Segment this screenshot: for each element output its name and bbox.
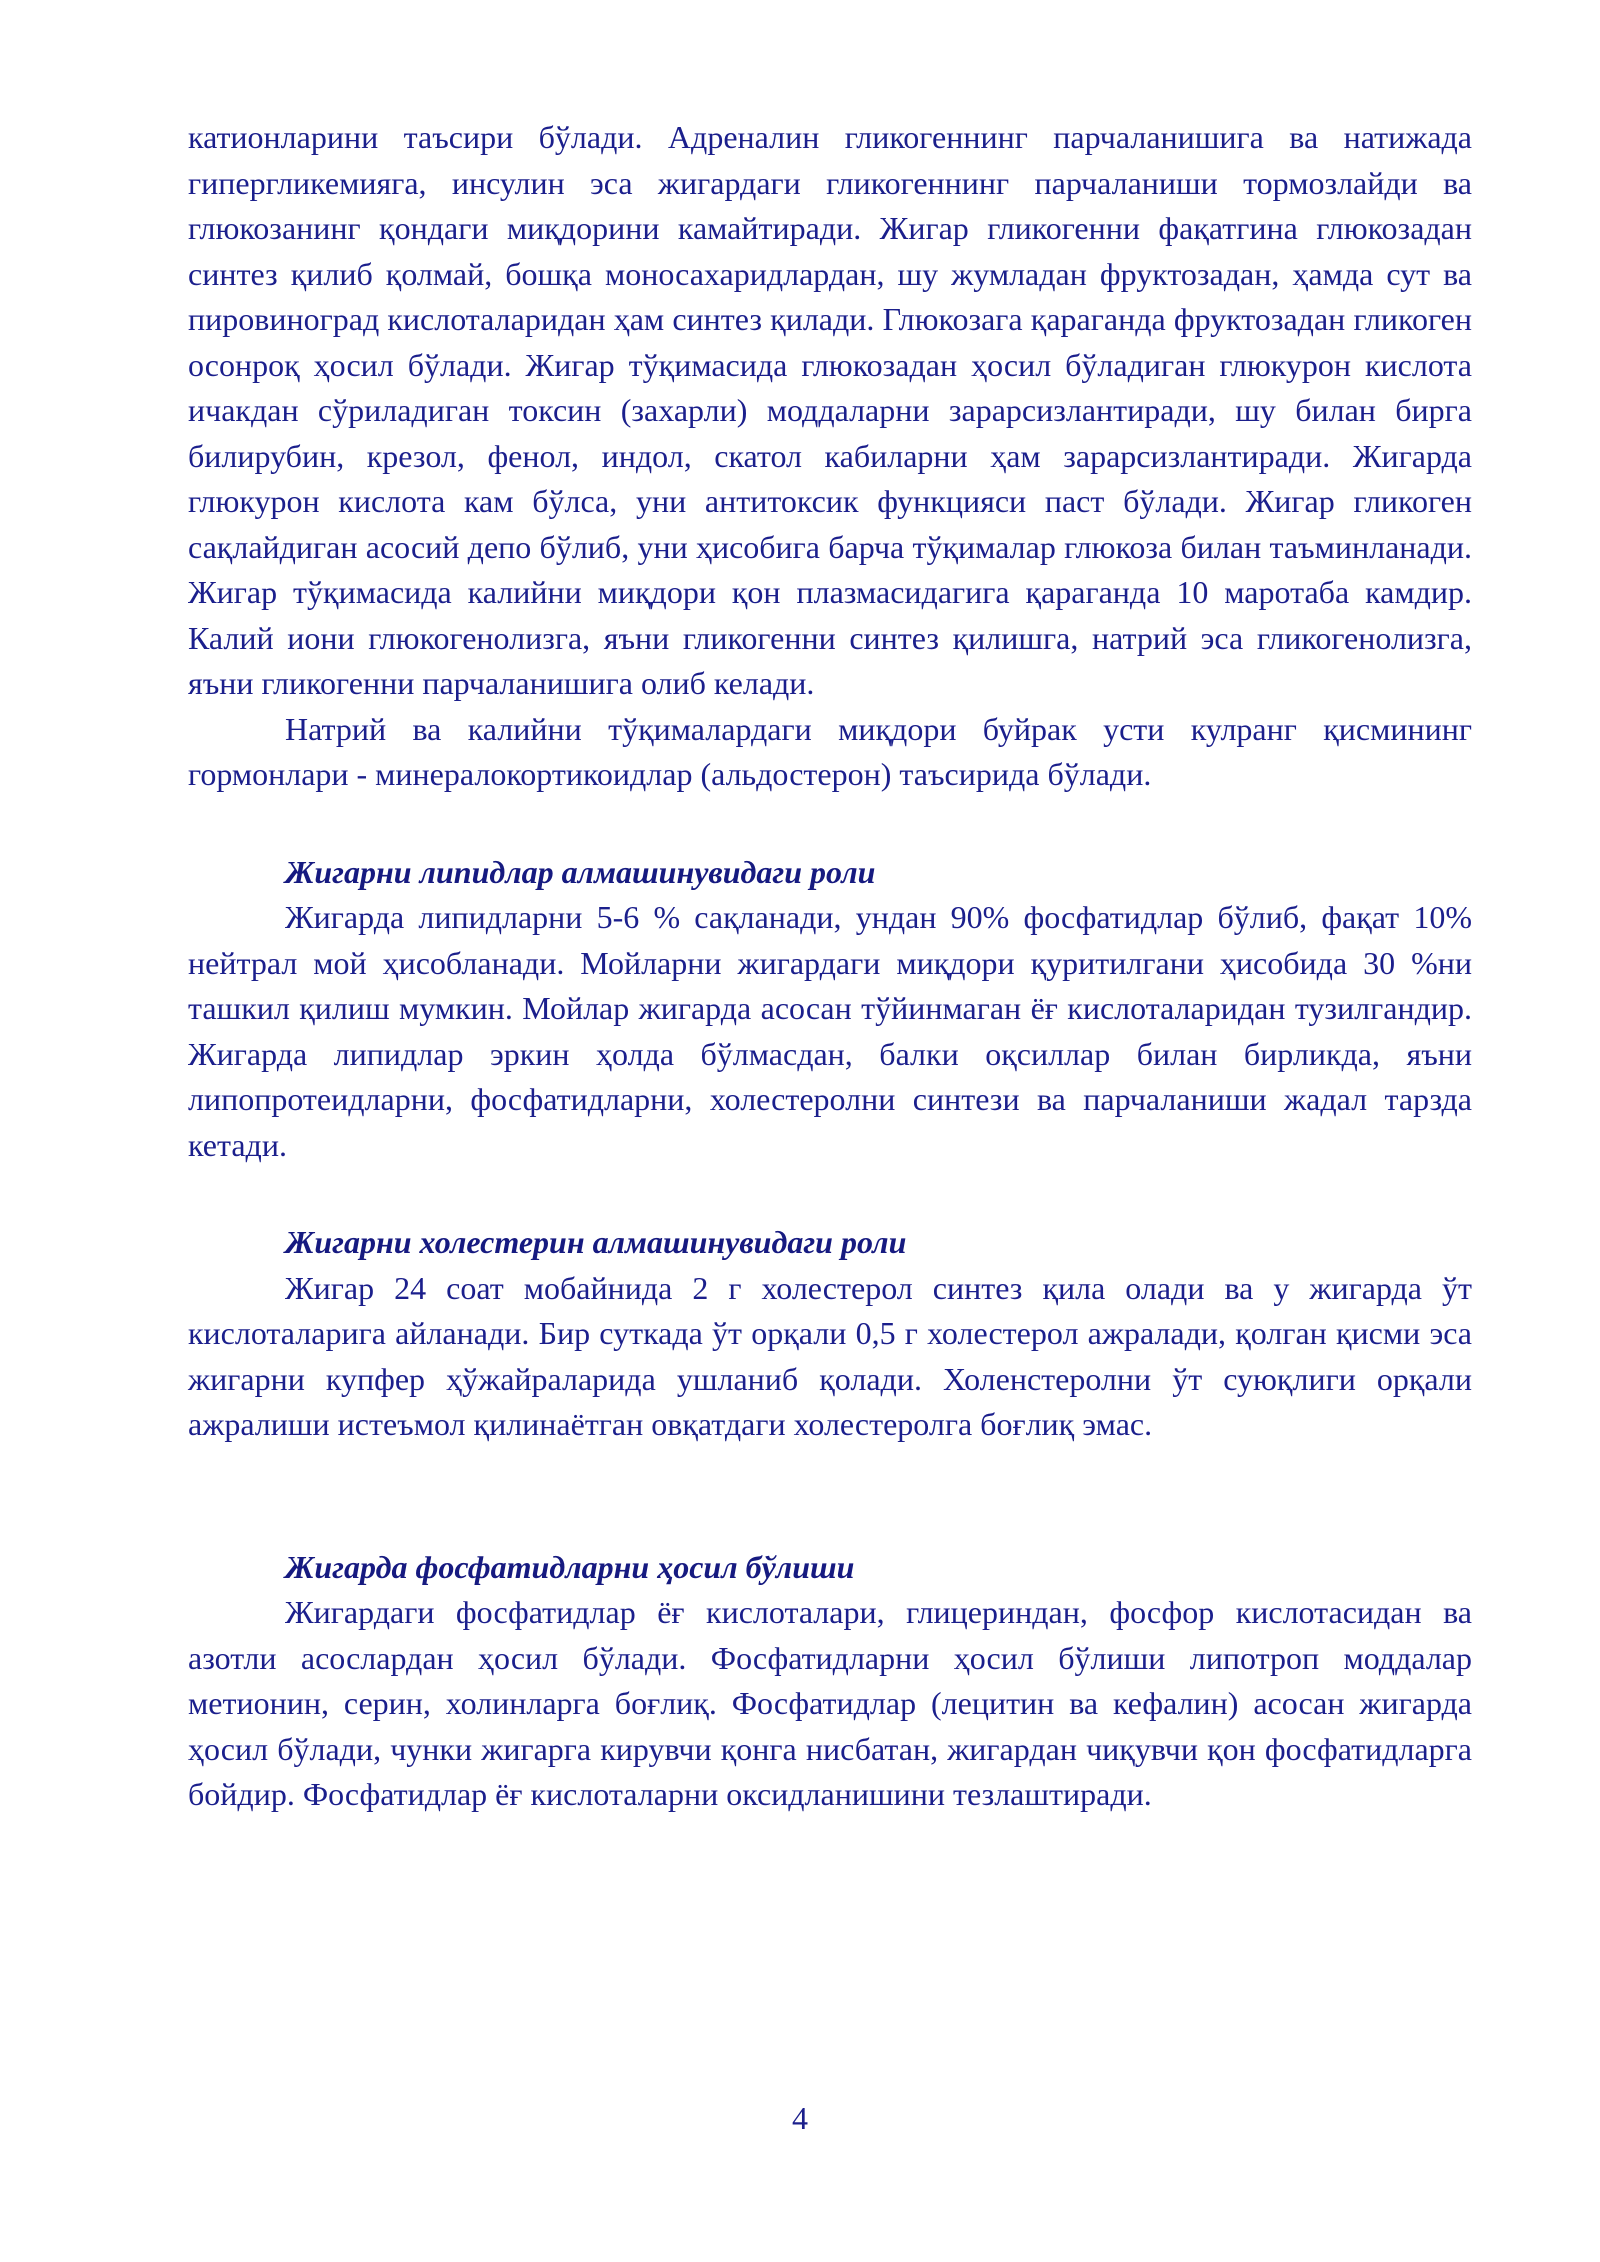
paragraph-phosphatides: Жигардаги фосфатидлар ёғ кислоталари, глицериндан, фосфор кислотасидан ва азотли асослардан ҳосил бўлади. Фосфатидларни ҳосил бўлиши липотроп моддалар метионин, серин, холинларга боғлиқ. Фосфатидлар (лецитин ва кефалин) асосан жигарда ҳосил бўлади, чунки жигарга кирувчи қонга нисбатан, жигардан чиқувчи қон фосфатидларга бойдир. Фосфатидлар ёғ кислоталарни оксидланишини тезлаштиради. <box>188 1594 1472 1812</box>
spacer <box>188 798 1472 850</box>
spacer <box>188 1448 1472 1545</box>
section-heading-cholesterol: Жигарни холестерин алмашинувидаги роли <box>285 1224 907 1260</box>
page-body <box>188 115 1472 1818</box>
section-heading-phosphatides: Жигарда фосфатидларни ҳосил бўлиши <box>285 1548 855 1585</box>
paragraph-cholesterol: Жигар 24 соат мобайнида 2 г холестерол синтез қила олади ва у жигарда ўт кислоталарига айланади. Бир суткада ўт орқали 0,5 г холестерол ажралади, қолган қисми эса жигарни купфер ҳўжайраларида ушланиб қолади. Холенстеролни ўт суюқлиги орқали ажралиши истеъмол қилинаётган овқатдаги холестеролга боғлиқ эмас. <box>188 1269 1472 1442</box>
paragraph-sodium-potassium: Натрий ва калийни тўқималардаги миқдори буйрак усти кулранг қисмининг гормонлари - минералокортикоидлар (альдостерон) таъсирида бўлади. <box>188 710 1472 792</box>
spacer <box>188 1168 1472 1220</box>
paragraph-glycogen-regulation: катионларини таъсири бўлади. Адреналин гликогеннинг парчаланишига ва натижада гипергликемияга, инсулин эса жигардаги гликогеннинг парчаланиши тормозлайди ва глюкозанинг қондаги миқдорини камайтиради. Жигар гликогенни фақатгина глюкозадан синтез қилиб қолмай, бошқа моносахаридлардан, шу жумладан фруктозадан, ҳамда сут ва пировиноград кислоталаридан ҳам синтез қилади. Глюкозага қараганда фруктозадан гликоген осонроқ ҳосил бўлади. Жигар тўқимасида глюкозадан ҳосил бўладиган глюкурон кислота ичакдан сўриладиган токсин (захарли) моддаларни зарарсизлантиради, шу билан бирга билирубин, крезол, фенол, индол, скатол кабиларни ҳам зарарсизлантиради. Жигарда глюкурон кислота кам бўлса, уни антитоксик функцияси паст бўлади. Жигар гликоген сақлайдиган асосий депо бўлиб, уни ҳисобига барча тўқималар глюкоза билан таъминланади. Жигар тўқимасида калийни миқдори қон плазмасидагига қараганда 10 маротаба камдир. Калий иони глюкогенолизга, яъни гликогенни синтез қилишга, натрий эса гликогенолизга, яъни гликогенни парчаланишига олиб келади. <box>188 119 1472 701</box>
section-heading-lipids: Жигарни липидлар алмашинувидаги роли <box>285 853 876 890</box>
paragraph-lipids: Жигарда липидларни 5-6 % сақланади, ундан 90% фосфатидлар бўлиб, фақат 10% нейтрал мой ҳисобланади. Мойларни жигардаги миқдори қуритилгани ҳисобида 30 %ни ташкил қилиш мумкин. Мойлар жигарда асосан тўйинмаган ёғ кислоталаридан тузилгандир. Жигарда липидлар эркин ҳолда бўлмасдан, балки оқсиллар билан бирликда, яъни липопротеидларни, фосфатидларни, холестеролни синтези ва парчаланиши жадал тарзда кетади. <box>188 899 1472 1163</box>
page-number: 4 <box>792 2100 808 2136</box>
